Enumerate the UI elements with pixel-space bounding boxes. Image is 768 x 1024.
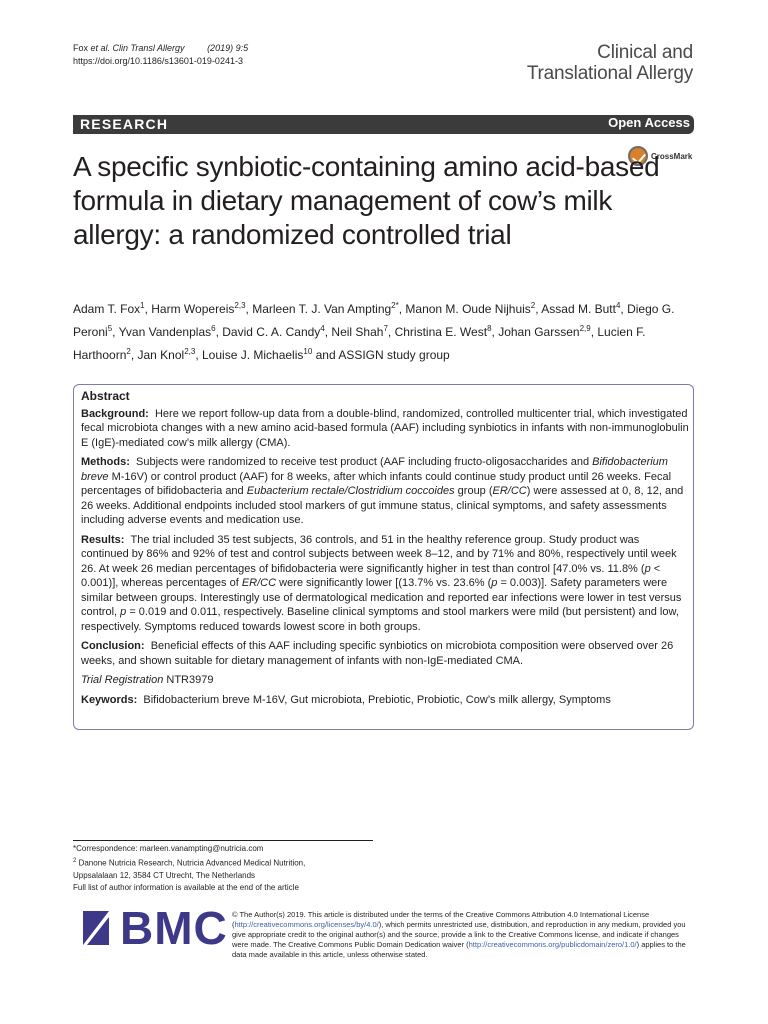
author-affiliation-sup: 1 <box>140 301 145 310</box>
author-affiliation-sup: 4 <box>320 324 325 333</box>
author-name: Marleen T. J. Van Ampting <box>252 302 392 316</box>
footnotes <box>73 843 393 894</box>
footnote-divider <box>73 840 373 841</box>
author-affiliation-sup: 2,3 <box>184 347 196 356</box>
author-name: Manon M. Oude Nijhuis <box>405 302 531 316</box>
open-access-label: Open Access <box>608 115 690 130</box>
author-affiliation-sup: 2,9 <box>579 324 591 333</box>
citation-authors: Fox <box>73 43 91 53</box>
author[interactable] <box>119 325 216 339</box>
author-affiliation-sup: 10 <box>303 347 313 356</box>
methods-text-2: M-16V) or control product (AAF) for 8 weeks, after which infants could continue study product until 26 weeks. Fecal percentages of bifidobacteria and <box>81 470 672 497</box>
keywords-label: Keywords: <box>81 693 138 706</box>
results-text-5: = 0.019 and 0.011, respectively. Baseline clinical symptoms and stool markers were mild (but persistent) and low, respectively. Symptoms reduced towards lowest score in both groups. <box>81 606 679 633</box>
correspondence: *Correspondence: marleen.vanampting@nutricia.com <box>73 844 264 853</box>
results-text-1: The trial included 35 test subjects, 36 controls, and 51 in the healthy reference group. Study product was continued by 86% and 92% of test and control subjects between week 8–12, and by 71% and 80%, respectively until week 26. At week 26 median percentages of bifidobacteria were significantly higher in test than control [47.0% vs. 11.8% ( <box>81 533 677 575</box>
author-name: Jan Knol <box>137 348 185 362</box>
results-p2: p <box>491 577 498 589</box>
author[interactable] <box>151 302 245 316</box>
citation-year: (2019) 9:5 <box>207 43 249 53</box>
author-name: Louise J. Michaelis <box>202 348 304 362</box>
affiliation-line1: Danone Nutricia Research, Nutricia Advanced Medical Nutrition, <box>76 858 306 868</box>
journal-name-line2: Translational Allergy <box>526 63 693 84</box>
author[interactable] <box>252 302 399 316</box>
author-name: Harm Wopereis <box>151 302 235 316</box>
trial-label: Trial Registration <box>81 674 164 686</box>
author-name: Johan Garssen <box>498 325 580 339</box>
trial-value: NTR3979 <box>163 674 214 686</box>
author-affiliation-sup: 6 <box>211 324 216 333</box>
trial-registration <box>81 673 689 688</box>
journal-name-line1: Clinical and <box>597 42 693 63</box>
author[interactable] <box>395 325 492 339</box>
author[interactable] <box>405 302 535 316</box>
author[interactable] <box>498 325 591 339</box>
results-p3: p <box>120 606 127 618</box>
affiliation <box>73 855 393 870</box>
results-label: Results: <box>81 533 125 546</box>
full-author-info: Full list of author information is available at the end of the article <box>73 882 299 892</box>
affiliation-line2: Uppsalalaan 12, 3584 CT Utrecht, The Netherlands <box>73 870 256 880</box>
methods-label: Methods: <box>81 456 130 468</box>
author-affiliation-sup: 2 <box>126 347 131 356</box>
methods-text-4: ) were assessed at 0, 8, 12, and 26 weeks. Additional endpoints included stool markers of gut immune status, clinical symptoms, and safety assessments including adverse events and medication use. <box>81 485 684 526</box>
citation-journal: et al. Clin Transl Allergy <box>90 43 185 53</box>
license-part-2: ), which permits unrestricted use, distribution, and reproduction in any medium, provided you give appropriate credit to the original author(s) and the source, provide a link to the Creative Commons license, and indicate if changes were made. The Creative Commons Public Domain Dedication waiver ( <box>232 920 686 949</box>
methods-group: Eubacterium rectale/Clostridium coccoides <box>246 485 455 497</box>
author[interactable] <box>541 302 620 316</box>
crossmark-label: CrossMark <box>651 151 693 161</box>
author-name: Adam T. Fox <box>73 302 141 316</box>
author-name: Assad M. Butt <box>541 302 616 316</box>
bmc-logo-icon <box>83 911 109 945</box>
conclusion-label: Conclusion: <box>81 640 145 652</box>
license-text <box>232 910 692 960</box>
methods-text-1: Subjects were randomized to receive test product (AAF including fructo-oligosaccharides and <box>136 456 593 468</box>
methods-species: Bifidobacterium breve <box>81 456 668 483</box>
license-link-cc0[interactable]: http://creativecommons.org/publicdomain/zero/1.0/ <box>468 940 637 949</box>
license-part-3: ) applies to the data made available in this article, unless otherwise stated. <box>232 940 686 959</box>
author-affiliation-sup: 8 <box>487 324 492 333</box>
keywords <box>81 693 689 708</box>
background-text: Here we report follow-up data from a double-blind, randomized, controlled multicenter trial, which investigated fecal microbiota changes with a new amino acid-based formula (AAF) including synbiotics in infants with non-immunoglobulin E (IgE)-mediated cow’s milk allergy (CMA). <box>81 407 689 449</box>
author-affiliation-sup: 4 <box>615 301 621 310</box>
journal-name <box>527 42 693 84</box>
doi-link[interactable]: https://doi.org/10.1186/s13601-019-0241-3 <box>73 56 243 66</box>
results-p1: p <box>644 562 651 575</box>
author[interactable] <box>222 325 325 339</box>
keywords-text: Bifidobacterium breve M-16V, Gut microbiota, Prebiotic, Probiotic, Cow’s milk allergy, Symptoms <box>143 693 611 706</box>
author-name: Christina E. West <box>394 325 488 339</box>
author-name: Neil Shah <box>331 325 384 339</box>
methods-text-3: group ( <box>454 485 493 497</box>
abstract-background <box>81 407 689 451</box>
bmc-logo-text: BMC <box>120 902 228 954</box>
author-affiliation-sup: 2 <box>530 301 536 310</box>
author[interactable] <box>202 348 312 362</box>
author-name: Diego G. Peroni <box>73 302 675 339</box>
affiliation-sup: 2 <box>73 858 77 864</box>
conclusion-text: Beneficial effects of this AAF including specific synbiotics on microbiota composition were observed over 26 weeks, and shown suitable for dietary management of infants with non-IgE-mediated CMA. <box>81 640 674 667</box>
citation-header <box>73 42 248 68</box>
author-name: Lucien F. Harthoorn <box>73 325 646 362</box>
abstract-methods <box>81 455 689 528</box>
abstract <box>81 389 689 712</box>
results-abbr: ER/CC <box>241 577 277 589</box>
author-affiliation-sup: 2,3 <box>234 301 246 310</box>
abstract-heading: Abstract <box>81 389 130 403</box>
author-affiliation-sup: 5 <box>107 324 113 333</box>
license-part-1: © The Author(s) 2019. This article is distributed under the terms of the Creative Commons Attribution 4.0 International License ( <box>232 910 650 929</box>
section-label: RESEARCH <box>80 116 169 132</box>
author-name: David C. A. Candy <box>222 325 321 339</box>
results-text-3: were significantly lower [(13.7% vs. 23.6% ( <box>276 577 492 589</box>
author[interactable] <box>331 325 387 339</box>
author[interactable] <box>73 302 145 316</box>
results-text-2: < 0.001)], whereas percentages of <box>81 562 661 589</box>
author-affiliation-sup: 7 <box>383 324 388 333</box>
author[interactable] <box>138 348 196 362</box>
article-title: A specific synbiotic-containing amino acid-based formula in dietary management of cow’s milk allergy: a randomized controlled trial <box>73 151 660 250</box>
results-text-4: = 0.003)]. Safety parameters were similar between groups. Interestingly use of dermatological medication and reported ear infections were lower in test versus control, <box>81 577 682 618</box>
author-list: Adam T. Fox$^1$, Harm Wopereis$^{2,3}$, Marleen T. J. Van Ampting$^{2*}$, Manon M. Oude Nijhuis$^2$, Assad M. Butt$^4$, Diego G. Peroni$^5$, Yvan Vandenplas$^6$, David C. A. Candy$^4$, Neil Shah$^7$, Christina E. West$^8$, Johan Garssen$^{2,9}$, Lucien F. Harthoorn$^2$, Jan Knol$^{2,3}$, Louise J. Michaelis$^{10}$ and ASSIGN study group <box>73 301 675 362</box>
license-link-cc-by[interactable]: http://creativecommons.org/licenses/by/4.0/ <box>234 920 379 929</box>
abstract-results <box>81 533 689 635</box>
author-name: Yvan Vandenplas <box>118 325 212 339</box>
methods-abbr: ER/CC <box>492 485 527 497</box>
author-affiliation-sup: 2* <box>391 301 399 310</box>
background-label: Background: <box>81 407 149 420</box>
abstract-conclusion <box>81 639 689 668</box>
authors-tail: and ASSIGN study group <box>312 348 450 362</box>
